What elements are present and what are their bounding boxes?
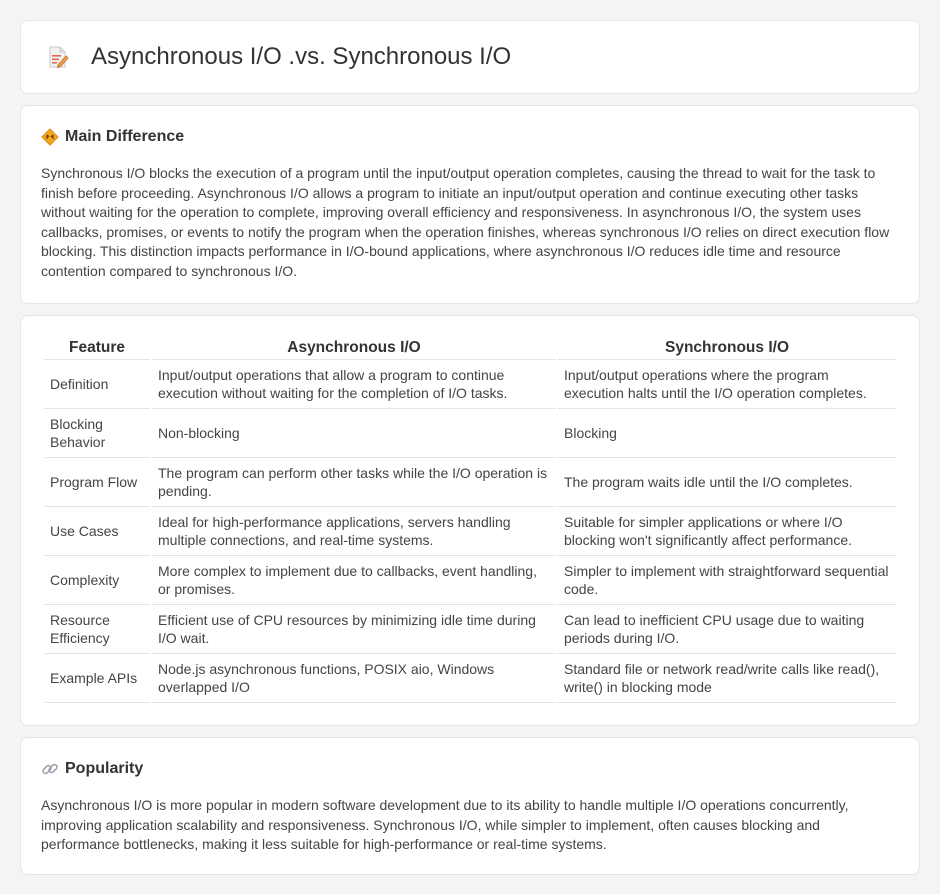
row-feature: Example APIs <box>44 654 150 703</box>
header-async: Asynchronous I/O <box>152 334 556 360</box>
row-feature: Blocking Behavior <box>44 409 150 458</box>
row-async: More complex to implement due to callbacks, event handling, or promises. <box>152 556 556 605</box>
comparison-table-card <box>20 315 920 726</box>
row-sync: Blocking <box>558 409 896 458</box>
main-difference-header <box>41 128 899 146</box>
title-card <box>20 20 920 94</box>
table-row <box>44 507 896 556</box>
document-edit-icon <box>47 45 69 69</box>
diamond-sign-icon <box>41 128 59 146</box>
row-async: Non-blocking <box>152 409 556 458</box>
popularity-card <box>20 737 920 875</box>
row-sync: Can lead to inefficient CPU usage due to waiting periods during I/O. <box>558 605 896 654</box>
row-async: Ideal for high-performance applications, servers handling multiple connections, and real-time systems. <box>152 507 556 556</box>
table-row <box>44 409 896 458</box>
row-sync: Input/output operations where the program execution halts until the I/O operation completes. <box>558 360 896 409</box>
comparison-table <box>42 334 898 703</box>
table-row <box>44 605 896 654</box>
row-feature: Program Flow <box>44 458 150 507</box>
row-async: Efficient use of CPU resources by minimizing idle time during I/O wait. <box>152 605 556 654</box>
row-async: Input/output operations that allow a program to continue execution without waiting for the completion of I/O tasks. <box>152 360 556 409</box>
row-sync: Standard file or network read/write calls like read(), write() in blocking mode <box>558 654 896 703</box>
popularity-text: Asynchronous I/O is more popular in modern software development due to its ability to handle multiple I/O operations concurrently, improving application scalability and responsiveness. Synchronous I/O, while simpler to implement, often causes blocking and performance bottlenecks, making it less suitable for high-performance or real-time systems. <box>41 797 849 852</box>
page-title: Asynchronous I/O .vs. Synchronous I/O <box>91 43 512 70</box>
row-feature: Definition <box>44 360 150 409</box>
row-sync: Suitable for simpler applications or where I/O blocking won't significantly affect performance. <box>558 507 896 556</box>
row-feature: Complexity <box>44 556 150 605</box>
popularity-heading: Popularity <box>65 760 144 777</box>
main-difference-text: Synchronous I/O blocks the execution of a program until the input/output operation completes, causing the thread to wait for the task to finish before proceeding. Asynchronous I/O allows a program to initiate an input/output operation and continue executing other tasks without waiting for the operation to complete, improving overall efficiency and responsiveness. In asynchronous I/O, the system uses callbacks, promises, or events to notify the program when the operation finishes, whereas synchronous I/O relies on direct execution flow blocking. This distinction impacts performance in I/O-bound applications, where asynchronous I/O reduces idle time and resource contention compared to synchronous I/O. <box>41 165 890 279</box>
table-row <box>44 654 896 703</box>
main-difference-heading: Main Difference <box>65 128 185 145</box>
header-feature: Feature <box>44 334 150 360</box>
row-feature: Use Cases <box>44 507 150 556</box>
table-row <box>44 556 896 605</box>
main-difference-card <box>20 105 920 304</box>
row-sync: The program waits idle until the I/O completes. <box>558 458 896 507</box>
row-feature: Resource Efficiency <box>44 605 150 654</box>
header-sync: Synchronous I/O <box>558 334 896 360</box>
row-sync: Simpler to implement with straightforward sequential code. <box>558 556 896 605</box>
table-header-row <box>44 334 896 360</box>
table-row <box>44 360 896 409</box>
popularity-header <box>41 760 899 778</box>
row-async: The program can perform other tasks while the I/O operation is pending. <box>152 458 556 507</box>
link-icon <box>41 760 59 778</box>
table-row <box>44 458 896 507</box>
row-async: Node.js asynchronous functions, POSIX aio, Windows overlapped I/O <box>152 654 556 703</box>
